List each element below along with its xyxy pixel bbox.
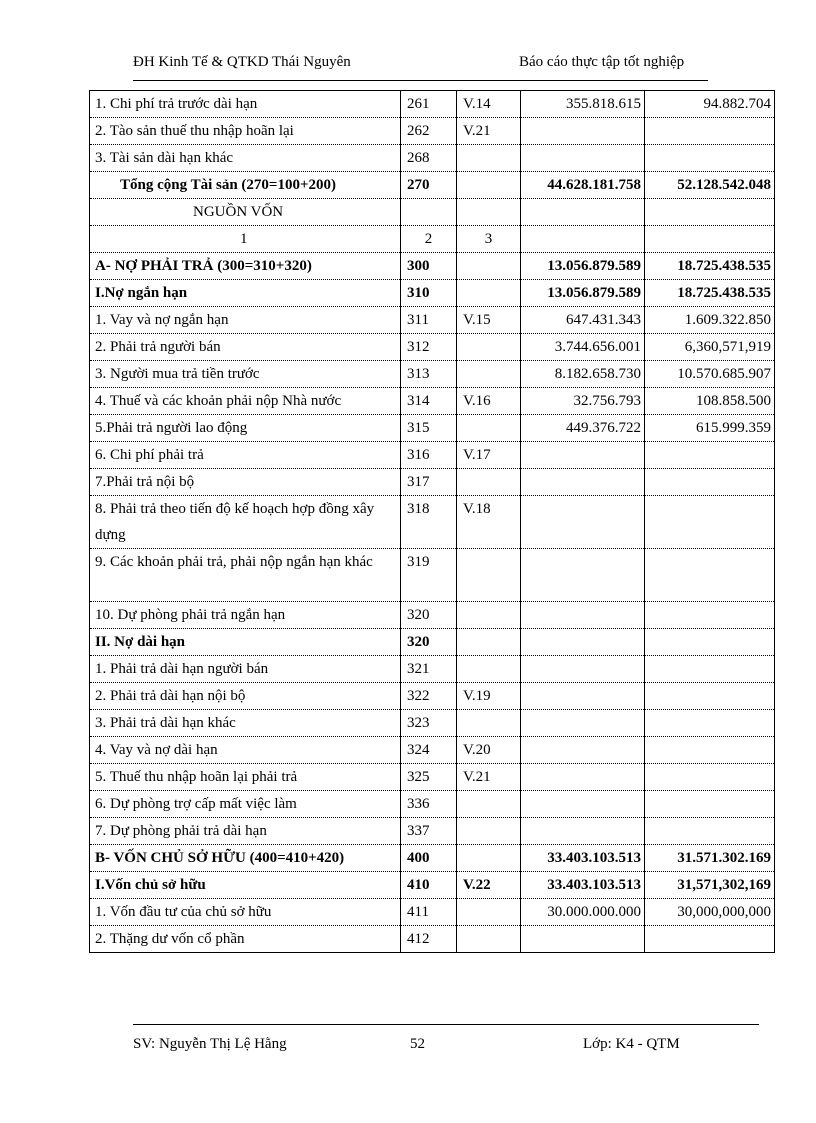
row-code: 320: [401, 602, 457, 629]
header-report-title: Báo cáo thực tập tốt nghiệp: [519, 54, 685, 70]
table-row: [90, 629, 775, 656]
table-row: [90, 172, 775, 199]
row-label: 2. Phải trả dài hạn nội bộ: [90, 683, 401, 710]
row-value-end-of-year: 647.431.343: [521, 307, 645, 334]
row-note: [457, 172, 521, 199]
row-code: 315: [401, 415, 457, 442]
row-value-start-of-year: [645, 926, 775, 953]
row-code: 300: [401, 253, 457, 280]
row-value-start-of-year: [645, 764, 775, 791]
row-value-end-of-year: [521, 683, 645, 710]
table-row: [90, 469, 775, 496]
row-value-end-of-year: 3.744.656.001: [521, 334, 645, 361]
row-note: [457, 199, 521, 226]
row-value-start-of-year: [645, 469, 775, 496]
table-row: [90, 388, 775, 415]
row-value-end-of-year: 33.403.103.513: [521, 845, 645, 872]
row-value-end-of-year: [521, 442, 645, 469]
table-row: [90, 415, 775, 442]
row-value-end-of-year: 44.628.181.758: [521, 172, 645, 199]
row-value-start-of-year: [645, 791, 775, 818]
row-code: 319: [401, 549, 457, 602]
row-note: [457, 280, 521, 307]
row-note: [457, 469, 521, 496]
row-value-start-of-year: [645, 226, 775, 253]
row-label: 3. Tài sản dài hạn khác: [90, 145, 401, 172]
row-value-start-of-year: 18.725.438.535: [645, 280, 775, 307]
row-code: 262: [401, 118, 457, 145]
row-code: 320: [401, 629, 457, 656]
table-row: [90, 926, 775, 953]
footer-divider: [133, 1024, 759, 1025]
row-value-start-of-year: [645, 656, 775, 683]
row-value-start-of-year: [645, 549, 775, 602]
footer-class: Lớp: K4 - QTM: [583, 1036, 680, 1052]
row-value-end-of-year: 13.056.879.589: [521, 253, 645, 280]
table-row: [90, 226, 775, 253]
row-note: V.20: [457, 737, 521, 764]
row-value-start-of-year: 6,360,571,919: [645, 334, 775, 361]
balance-sheet-body: [90, 91, 775, 953]
row-note: [457, 415, 521, 442]
row-label: II. Nợ dài hạn: [90, 629, 401, 656]
table-row: [90, 602, 775, 629]
row-code: 261: [401, 91, 457, 118]
table-row: [90, 307, 775, 334]
row-value-start-of-year: 52.128.542.048: [645, 172, 775, 199]
row-code: 2: [401, 226, 457, 253]
row-code: 337: [401, 818, 457, 845]
row-code: 270: [401, 172, 457, 199]
table-row: [90, 872, 775, 899]
table-row: [90, 253, 775, 280]
row-value-end-of-year: [521, 145, 645, 172]
row-note: V.14: [457, 91, 521, 118]
row-value-end-of-year: [521, 118, 645, 145]
row-value-end-of-year: [521, 737, 645, 764]
balance-sheet-table: [89, 90, 775, 953]
row-label: 10. Dự phòng phải trả ngắn hạn: [90, 602, 401, 629]
row-code: 323: [401, 710, 457, 737]
row-value-start-of-year: 1.609.322.850: [645, 307, 775, 334]
row-value-end-of-year: 449.376.722: [521, 415, 645, 442]
row-label: 2. Tào sản thuế thu nhập hoãn lại: [90, 118, 401, 145]
row-note: [457, 710, 521, 737]
row-value-end-of-year: 8.182.658.730: [521, 361, 645, 388]
row-note: [457, 926, 521, 953]
table-row: [90, 91, 775, 118]
row-note: V.17: [457, 442, 521, 469]
table-row: [90, 118, 775, 145]
row-code: 325: [401, 764, 457, 791]
row-code: 311: [401, 307, 457, 334]
row-value-start-of-year: [645, 199, 775, 226]
row-note: V.16: [457, 388, 521, 415]
row-label: 4. Thuế và các khoản phải nộp Nhà nước: [90, 388, 401, 415]
row-value-end-of-year: 32.756.793: [521, 388, 645, 415]
row-code: 324: [401, 737, 457, 764]
row-value-start-of-year: [645, 710, 775, 737]
row-value-end-of-year: [521, 710, 645, 737]
row-value-start-of-year: 615.999.359: [645, 415, 775, 442]
row-note: V.18: [457, 496, 521, 549]
table-row: [90, 683, 775, 710]
row-value-end-of-year: [521, 469, 645, 496]
row-value-start-of-year: [645, 118, 775, 145]
table-row: [90, 199, 775, 226]
row-note: [457, 334, 521, 361]
row-note: V.22: [457, 872, 521, 899]
row-value-start-of-year: 108.858.500: [645, 388, 775, 415]
row-note: [457, 791, 521, 818]
footer-page-number: 52: [410, 1036, 425, 1052]
row-label: 6. Chi phí phải trả: [90, 442, 401, 469]
row-value-start-of-year: 18.725.438.535: [645, 253, 775, 280]
row-label: 6. Dự phòng trợ cấp mất việc làm: [90, 791, 401, 818]
row-value-end-of-year: [521, 602, 645, 629]
table-row: [90, 791, 775, 818]
row-label: 5.Phải trả người lao động: [90, 415, 401, 442]
row-code: 410: [401, 872, 457, 899]
table-row: [90, 656, 775, 683]
row-code: 412: [401, 926, 457, 953]
row-code: [401, 199, 457, 226]
row-label: 8. Phải trả theo tiến độ kế hoạch hợp đồng xây dựng: [90, 496, 401, 549]
row-label: A- NỢ PHẢI TRẢ (300=310+320): [90, 253, 401, 280]
row-code: 318: [401, 496, 457, 549]
row-note: [457, 656, 521, 683]
row-value-start-of-year: 10.570.685.907: [645, 361, 775, 388]
row-value-start-of-year: [645, 442, 775, 469]
table-row: [90, 361, 775, 388]
row-label: I.Nợ ngắn hạn: [90, 280, 401, 307]
footer-student: SV: Nguyễn Thị Lệ Hằng: [133, 1036, 287, 1052]
row-value-end-of-year: [521, 764, 645, 791]
row-value-end-of-year: [521, 926, 645, 953]
row-value-start-of-year: [645, 683, 775, 710]
row-note: V.21: [457, 764, 521, 791]
row-value-end-of-year: 355.818.615: [521, 91, 645, 118]
row-label: Tổng cộng Tài sản (270=100+200): [90, 172, 401, 199]
row-value-end-of-year: [521, 199, 645, 226]
row-value-end-of-year: 33.403.103.513: [521, 872, 645, 899]
row-label: 2. Thặng dư vốn cổ phần: [90, 926, 401, 953]
row-code: 317: [401, 469, 457, 496]
row-value-start-of-year: 30,000,000,000: [645, 899, 775, 926]
row-code: 316: [401, 442, 457, 469]
table-row: [90, 818, 775, 845]
row-value-end-of-year: 13.056.879.589: [521, 280, 645, 307]
table-row: [90, 845, 775, 872]
header-divider: [133, 80, 708, 81]
row-label: 1. Vay và nợ ngắn hạn: [90, 307, 401, 334]
row-value-start-of-year: 94.882.704: [645, 91, 775, 118]
row-label: 3. Người mua trả tiền trước: [90, 361, 401, 388]
row-code: 322: [401, 683, 457, 710]
row-value-end-of-year: [521, 818, 645, 845]
row-note: [457, 629, 521, 656]
row-code: 312: [401, 334, 457, 361]
row-code: 336: [401, 791, 457, 818]
row-label: 9. Các khoản phải trả, phải nộp ngắn hạn khác: [90, 549, 401, 602]
row-value-start-of-year: 31.571.302.169: [645, 845, 775, 872]
row-code: 411: [401, 899, 457, 926]
row-note: [457, 845, 521, 872]
row-value-start-of-year: [645, 737, 775, 764]
row-label: 1. Phải trả dài hạn người bán: [90, 656, 401, 683]
row-note: [457, 602, 521, 629]
row-value-end-of-year: [521, 496, 645, 549]
row-note: [457, 818, 521, 845]
row-label: I.Vốn chủ sở hữu: [90, 872, 401, 899]
row-label: 7.Phải trả nội bộ: [90, 469, 401, 496]
row-code: 321: [401, 656, 457, 683]
row-value-start-of-year: [645, 145, 775, 172]
row-code: 310: [401, 280, 457, 307]
row-note: [457, 549, 521, 602]
row-label: 4. Vay và nợ dài hạn: [90, 737, 401, 764]
row-note: V.21: [457, 118, 521, 145]
row-value-end-of-year: [521, 629, 645, 656]
table-row: [90, 334, 775, 361]
row-label: NGUỒN VỐN: [90, 199, 401, 226]
row-value-end-of-year: [521, 791, 645, 818]
row-note: [457, 253, 521, 280]
row-label: 7. Dự phòng phải trả dài hạn: [90, 818, 401, 845]
row-value-end-of-year: [521, 549, 645, 602]
row-label: B- VỐN CHỦ SỞ HỮU (400=410+420): [90, 845, 401, 872]
row-value-end-of-year: 30.000.000.000: [521, 899, 645, 926]
table-row: [90, 710, 775, 737]
row-note: V.19: [457, 683, 521, 710]
table-row: [90, 549, 775, 602]
row-note: 3: [457, 226, 521, 253]
row-value-start-of-year: [645, 602, 775, 629]
row-code: 268: [401, 145, 457, 172]
table-row: [90, 280, 775, 307]
row-note: [457, 145, 521, 172]
table-row: [90, 442, 775, 469]
row-code: 400: [401, 845, 457, 872]
row-code: 313: [401, 361, 457, 388]
row-label: 1: [90, 226, 401, 253]
row-note: [457, 899, 521, 926]
table-row: [90, 899, 775, 926]
header-institution: ĐH Kinh Tế & QTKD Thái Nguyên: [133, 54, 351, 70]
row-label: 1. Vốn đầu tư của chủ sở hữu: [90, 899, 401, 926]
table-row: [90, 737, 775, 764]
table-row: [90, 145, 775, 172]
row-code: 314: [401, 388, 457, 415]
row-value-end-of-year: [521, 226, 645, 253]
table-row: [90, 764, 775, 791]
row-value-start-of-year: 31,571,302,169: [645, 872, 775, 899]
row-note: [457, 361, 521, 388]
row-value-start-of-year: [645, 818, 775, 845]
row-value-start-of-year: [645, 496, 775, 549]
table-row: [90, 496, 775, 549]
row-note: V.15: [457, 307, 521, 334]
row-label: 1. Chi phí trả trước dài hạn: [90, 91, 401, 118]
row-value-end-of-year: [521, 656, 645, 683]
row-label: 2. Phải trả người bán: [90, 334, 401, 361]
row-value-start-of-year: [645, 629, 775, 656]
row-label: 5. Thuế thu nhập hoãn lại phải trả: [90, 764, 401, 791]
row-label: 3. Phải trả dài hạn khác: [90, 710, 401, 737]
